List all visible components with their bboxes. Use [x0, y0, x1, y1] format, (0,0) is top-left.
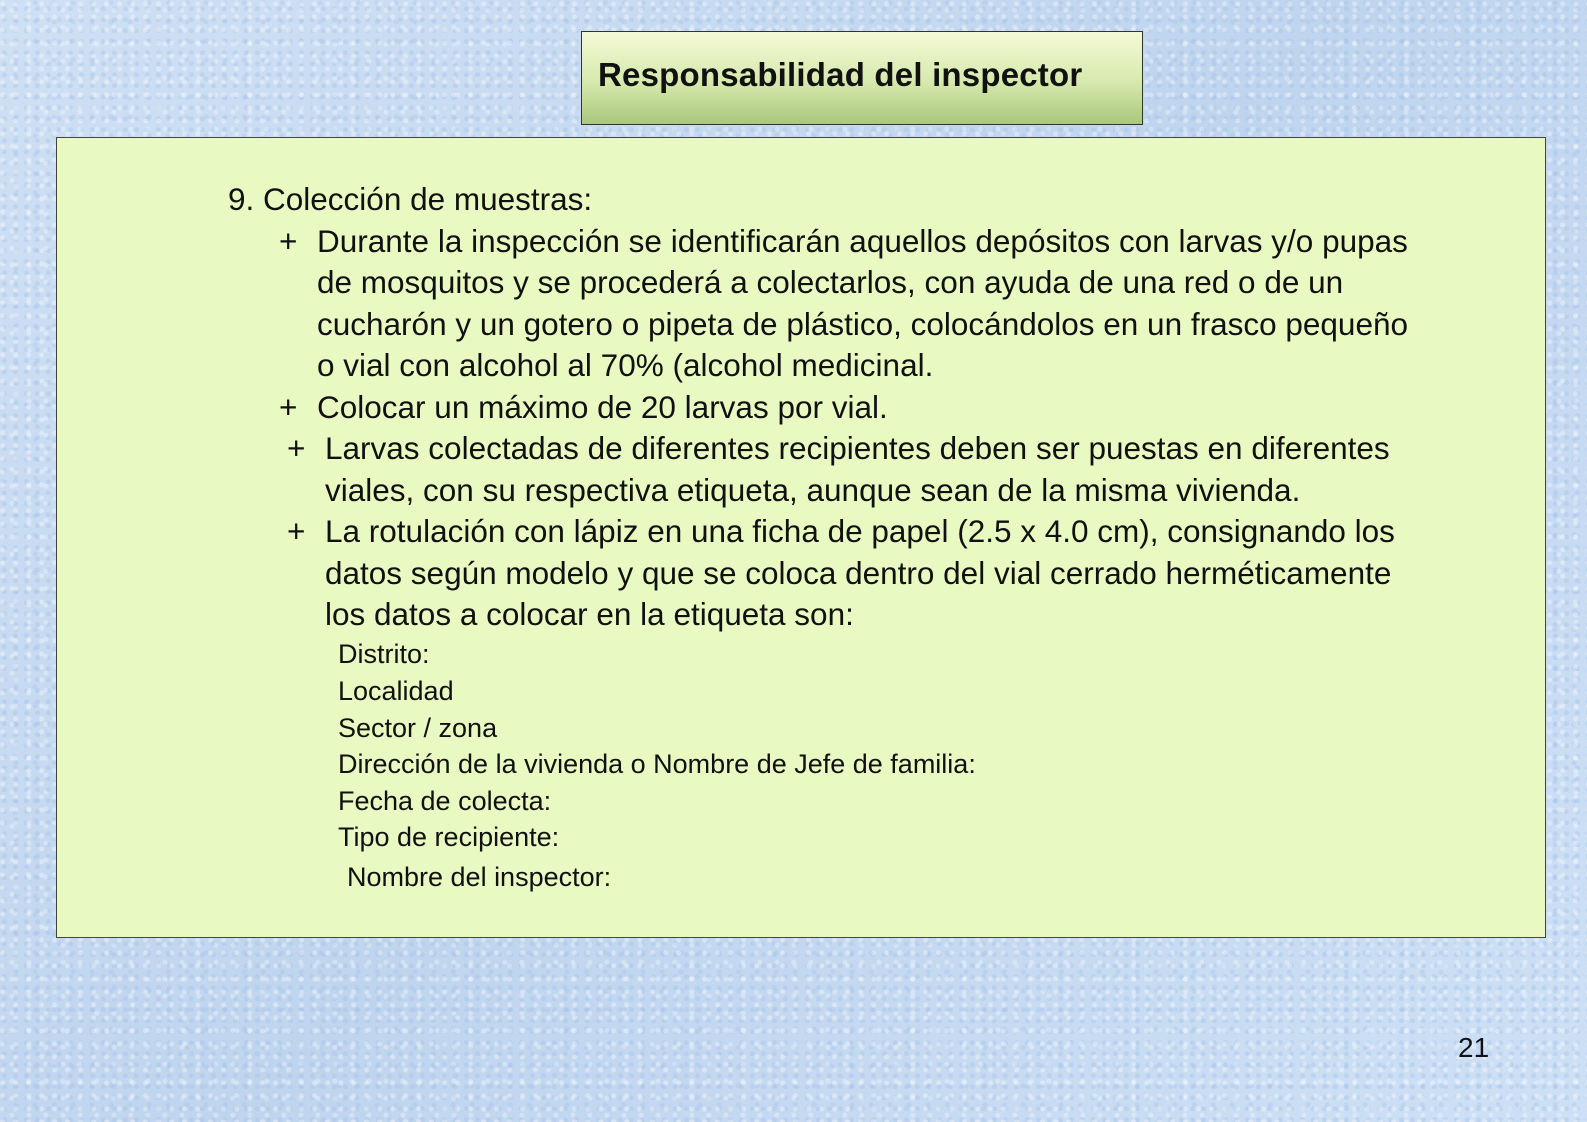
bullet-1-line-1: Durante la inspección se identificarán aquellos depósitos con larvas y/o pupas — [317, 223, 1408, 259]
bullet-marker: + — [279, 389, 298, 425]
bullet-4-line-1: La rotulación con lápiz en una ficha de papel (2.5 x 4.0 cm), consignando los — [325, 513, 1395, 549]
label-field-direccion: Dirección de la vivienda o Nombre de Jefe de familia: — [338, 749, 976, 779]
label-field-inspector: Nombre del inspector: — [347, 862, 612, 892]
bullet-1-line-4: o vial con alcohol al 70% (alcohol medicinal. — [317, 347, 934, 383]
slide-title: Responsabilidad del inspector — [598, 56, 1083, 93]
content-panel — [56, 137, 1546, 938]
bullet-marker: + — [279, 223, 298, 259]
title-box — [581, 31, 1143, 125]
label-field-fecha: Fecha de colecta: — [338, 786, 552, 816]
bullet-1-line-3: cucharón y un gotero o pipeta de plástico, colocándolos en un frasco pequeño — [317, 306, 1409, 342]
bullet-1-line-2: de mosquitos y se procederá a colectarlos, con ayuda de una red o de un — [317, 264, 1344, 300]
bullet-3-line-1: Larvas colectadas de diferentes recipientes deben ser puestas en diferentes — [325, 430, 1390, 466]
bullet-3-line-2: viales, con su respectiva etiqueta, aunque sean de la misma vivienda. — [325, 472, 1301, 508]
bullet-marker: + — [287, 430, 306, 466]
section-heading: 9. Colección de muestras: — [228, 181, 593, 217]
page-number: 21 — [1458, 1032, 1490, 1063]
bullet-marker: + — [287, 513, 306, 549]
label-field-tipo: Tipo de recipiente: — [338, 822, 560, 852]
label-field-sector: Sector / zona — [338, 713, 498, 743]
bullet-4-line-2: datos según modelo y que se coloca dentro del vial cerrado herméticamente — [325, 555, 1392, 591]
label-field-distrito: Distrito: — [338, 639, 430, 669]
bullet-2-line-1: Colocar un máximo de 20 larvas por vial. — [317, 389, 888, 425]
bullet-4-line-3: los datos a colocar en la etiqueta son: — [325, 596, 854, 632]
label-field-localidad: Localidad — [338, 676, 454, 706]
